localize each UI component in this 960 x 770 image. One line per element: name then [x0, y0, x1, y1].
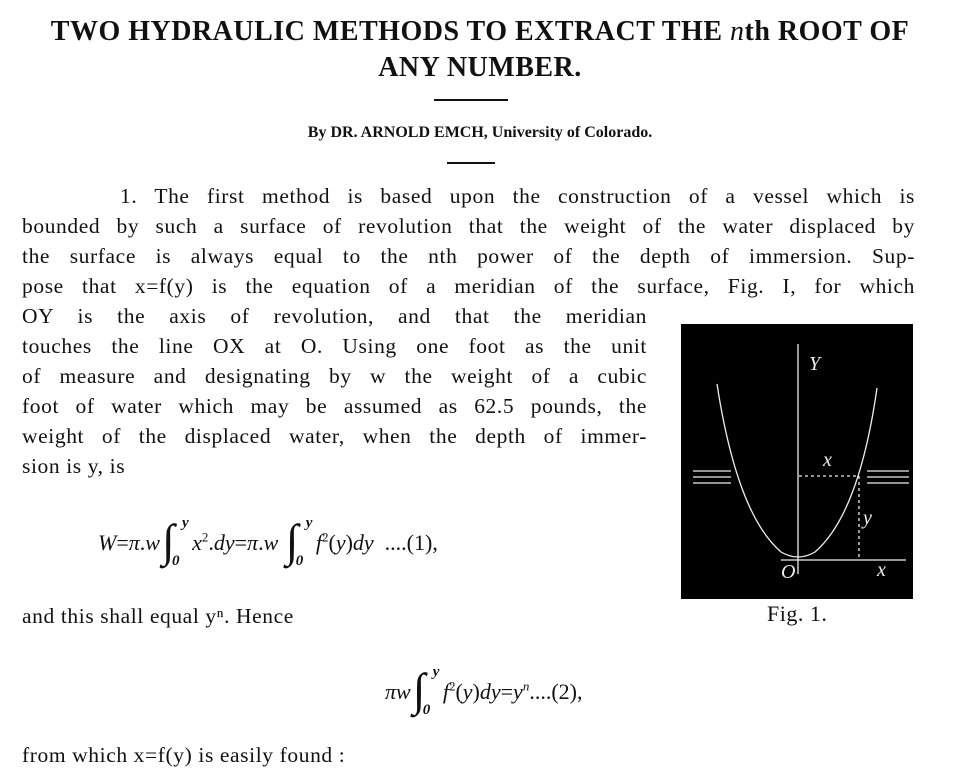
title-rule: [434, 99, 508, 101]
line-after-eq2: from which x=f(y) is easily found :: [22, 743, 346, 767]
line-after-eq1: and this shall equal yⁿ. Hence: [22, 604, 294, 628]
byline-rule: [447, 162, 495, 164]
label-X: x: [877, 559, 886, 581]
equation-1: W=π.w∫ y 0 $x^2.dy=\pi.w$ ∫ y 0 $f^2(y)dy$ ....(1),: [98, 515, 438, 569]
para-line-5: OY is the axis of revolution, and that the meridian: [22, 304, 647, 328]
paper-title-line2: ANY NUMBER.: [378, 52, 582, 83]
label-O: O: [781, 561, 796, 583]
para-line-9: weight of the displaced water, when the depth of immer-: [22, 424, 647, 448]
para-line-4: pose that x=f(y) is the equation of a meridian of the surface, Fig. I, for which: [22, 274, 915, 298]
paper-title: [0, 16, 960, 48]
title-part-1: TWO HYDRAULIC METHODS TO EXTRACT THE: [50, 16, 723, 47]
byline: By DR. ARNOLD EMCH, University of Colorado.: [307, 124, 653, 141]
title-part-2: th ROOT OF: [744, 16, 910, 47]
meridian-curve: [717, 384, 877, 557]
para-line-3: the surface is always equal to the nth power of the depth of immersion. Sup-: [22, 244, 915, 268]
equation-2: πw∫ y 0 $f^2(y)dy=y^n....(2)$,: [385, 664, 583, 718]
para-line-10: sion is y, is: [22, 454, 126, 478]
figure-1: [681, 324, 913, 599]
label-x-mark: x: [823, 449, 832, 471]
figure-diagram: [681, 324, 913, 599]
para-line-8: foot of water which may be assumed as 62.5 pounds, the: [22, 394, 647, 418]
label-Y: Y: [809, 353, 821, 375]
para-line-2: bounded by such a surface of revolution that the weight of the water displaced by: [22, 214, 915, 238]
para-line-1: 1. The first method is based upon the construction of a vessel which is: [120, 184, 915, 208]
figure-caption: Fig. 1.: [767, 601, 828, 626]
para-line-7: of measure and designating by w the weight of a cubic: [22, 364, 647, 388]
para-line-6: touches the line OX at O. Using one foot as the unit: [22, 334, 647, 358]
title-n: n: [730, 16, 745, 47]
label-y-mark: y: [863, 507, 872, 529]
